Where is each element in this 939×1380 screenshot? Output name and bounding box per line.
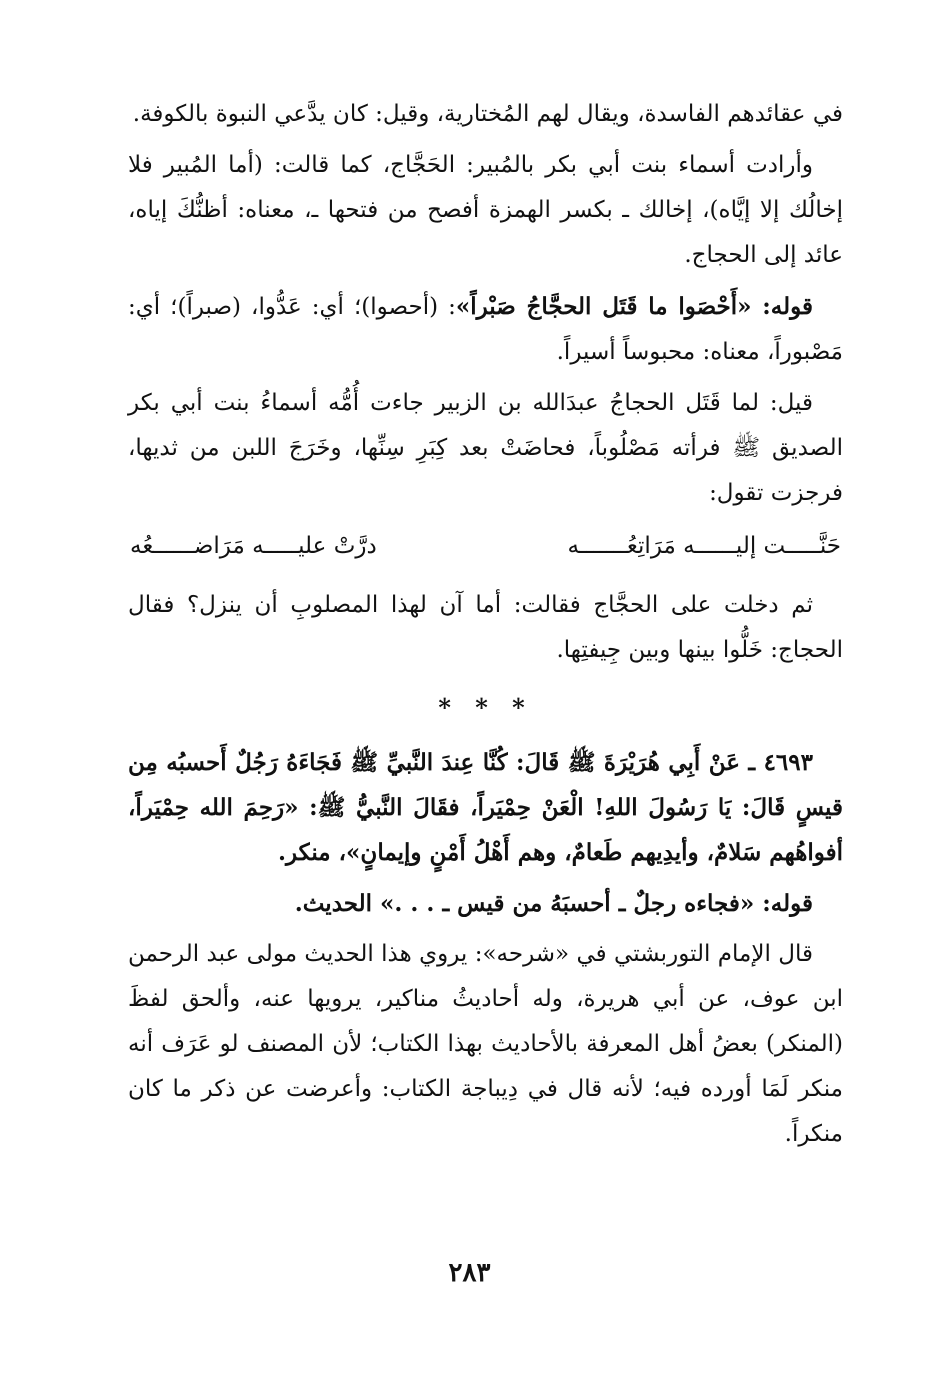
- hadith-block: [128, 740, 843, 875]
- paragraph-story: قيل: لما قَتَل الحجاجُ عبدَالله بن الزبير جاءت أُمُّه أسماءُ بنت أبي بكر الصديق ﷺ فرأته مَصْلُوباً، فحاضَتْ بعد كِبَرِ سِنِّها، وخَرَجَ اللبن من ثديها، فرجزت تقول:: [128, 390, 843, 506]
- paragraph-continuation: في عقائدهم الفاسدة، ويقال لهم المُختارية، وقيل: كان يدَّعي النبوة بالكوفة.: [132, 101, 843, 127]
- paragraph-story-end: ثم دخلت على الحجَّاج فقالت: أما آن لهذا المصلوبِ أن ينزل؟ فقال الحجاج: خَلُّوا بينها وبين جِيفتِها.: [128, 592, 843, 663]
- qawluh-lead: قوله: «أَحْصَوا ما قَتَل الحجَّاجُ صَبْراً»: [455, 293, 813, 320]
- qawluh-explanation: : (أحصوا)؛ أي: عَدُّوا، (صبراً)؛ أي: مَصْبوراً، معناه: محبوساً أسيراً.: [128, 294, 843, 365]
- paragraph-qawluh-faja: قوله: «فجاءه رجلٌ ـ أحسبَهُ من قيس ـ . . .» الحديث.: [294, 890, 813, 917]
- verse-second-hemistich: درَّتْ عليـــــه مَرَاضــــــعُه: [130, 533, 377, 559]
- page-number: ٢٨٣: [448, 1258, 491, 1288]
- poem-verse: [128, 524, 843, 569]
- paragraph-commentary: قال الإمام التوربشتي في «شرحه»: يروي هذا الحديث مولى عبد الرحمن ابن عوف، عن أبي هريرة، وله أحاديثُ مناكير، يرويها عنه، وألحق لفظَ (المنكر) بعضُ أهل المعرفة بالأحاديث بهذا الكتاب؛ لأن المصنف لو عَرَف أنه منكر لَمَا أورده فيه؛ لأنه قال في دِيباجة الكتاب: وأعرضت عن ذكر ما كان منكراً.: [128, 941, 843, 1147]
- paragraph-qawluh-ahsaw: [128, 284, 843, 375]
- hadith-text: ٤٦٩٣ ـ عَنْ أَبِي هُرَيْرَةَ ﷺ قَالَ: كُنَّا عِندَ النَّبيِّ ﷺ فَجَاءَهُ رَجُلٌ أَحسبُه مِن قيسٍ قَالَ: يَا رَسُولَ اللهِ! الْعَنْ حِمْيَراً، فقَالَ النَّبيُّ ﷺ: «رَحِمَ الله حِمْيَراً، أفواهُهم سَلامٌ، وأيدِيهم طَعامٌ، وهم أَهْلُ أَمْنٍ وإيمانٍ»، منكر.: [128, 749, 843, 866]
- verse-first-hemistich: حَنَّـــــت إليــــــه مَرَاتِعُـــــــه: [567, 533, 841, 559]
- section-separator: * * *: [438, 693, 533, 722]
- paragraph-asma-mubir: وأرادت أسماء بنت أبي بكر بالمُبير: الحَجَّاج، كما قالت: (أما المُبير فلا إخالُك إلا إيَّاه)، إخالك ـ بكسر الهمزة أفصح من فتحها ـ، معناه: أظنُّكَ إياه، عائد إلى الحجاج.: [128, 152, 843, 268]
